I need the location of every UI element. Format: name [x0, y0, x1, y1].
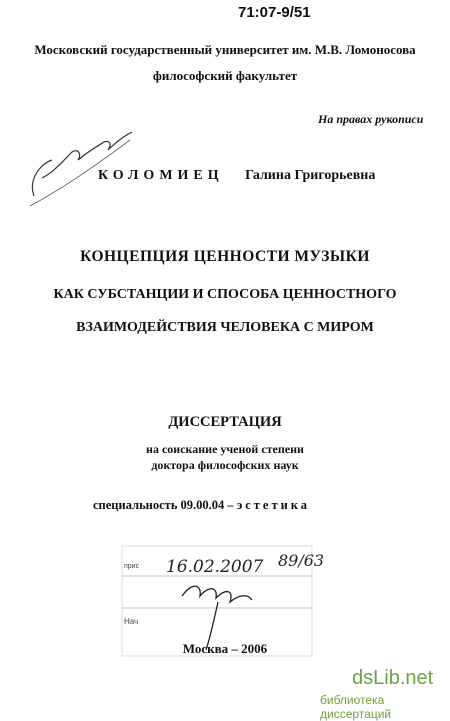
title-line-3: ВЗАИМОДЕЙСТВИЯ ЧЕЛОВЕКА С МИРОМ: [76, 320, 374, 335]
stamp-number: 89/63: [278, 551, 325, 570]
stamp-date: 16.02.2007: [166, 557, 264, 577]
university-name: Московский государственный университет им. М.В. Ломоносова: [34, 42, 416, 57]
rights-note: На правах рукописи: [318, 112, 424, 126]
title-line-1: КОНЦЕПЦИЯ ЦЕННОСТИ МУЗЫКИ: [80, 248, 370, 265]
watermark-caption: библиотека диссертаций: [320, 693, 392, 721]
stamp-partial-label-1: прис: [124, 563, 140, 570]
degree-purpose-line-2: доктора философских наук: [151, 458, 299, 472]
faculty-name: философский факультет: [152, 68, 298, 83]
specialty-prefix: специальность 09.00.04 –: [93, 498, 234, 512]
handwritten-signature: [20, 120, 140, 210]
degree-purpose-line-1: на соискание ученой степени: [146, 442, 304, 456]
watermark-site: dsLib.net: [352, 667, 434, 689]
title-line-2: КАК СУБСТАНЦИИ И СПОСОБА ЦЕННОСТНОГО: [53, 287, 397, 302]
city-year: Москва – 2006: [182, 641, 268, 656]
library-stamp: [122, 546, 325, 656]
specialty-line: [93, 498, 310, 513]
author-line: [98, 168, 375, 184]
author-surname: КОЛОМИЕЦ: [98, 168, 224, 183]
author-name: Галина Григорьевна: [245, 168, 376, 183]
dissertation-heading: ДИССЕРТАЦИЯ: [168, 414, 282, 430]
specialty-name: эстетика: [236, 498, 311, 512]
catalog-code: 71:07-9/51: [238, 4, 311, 21]
stamp-partial-label-2: Нач: [124, 617, 139, 626]
